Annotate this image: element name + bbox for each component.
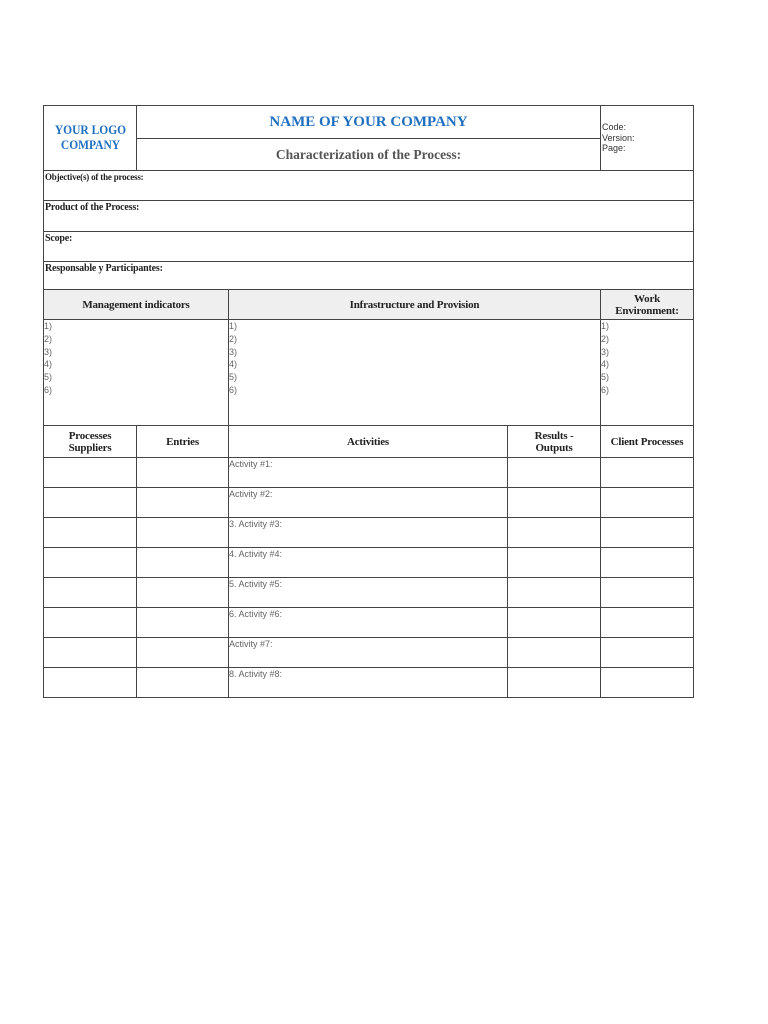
table-row: [44, 518, 694, 548]
activity-cell[interactable]: 8. Activity #8:: [229, 668, 508, 698]
activity-cell[interactable]: 5. Activity #5:: [229, 578, 508, 608]
product-label: Product of the Process:: [45, 202, 140, 213]
table-row: [44, 638, 694, 668]
result-cell[interactable]: [508, 518, 601, 548]
supplier-cell[interactable]: [44, 578, 137, 608]
activity-cell[interactable]: Activity #7:: [229, 638, 508, 668]
list-item: 4): [229, 359, 238, 370]
entry-cell[interactable]: [137, 638, 229, 668]
management-indicators-header: Management indicators: [44, 290, 229, 320]
entry-cell[interactable]: [137, 458, 229, 488]
results-column-header: [508, 426, 601, 458]
responsible-field[interactable]: [44, 262, 694, 290]
list-item: 2): [601, 333, 610, 344]
list-item: 4): [601, 359, 610, 370]
results-header-line-1: Results -: [534, 429, 574, 442]
supplier-cell[interactable]: [44, 458, 137, 488]
logo-placeholder: [47, 106, 133, 171]
activity-cell[interactable]: 6. Activity #6:: [229, 608, 508, 638]
supplier-cell[interactable]: [44, 548, 137, 578]
objective-field[interactable]: [44, 171, 694, 201]
activity-cell[interactable]: Activity #1:: [229, 458, 508, 488]
entry-cell[interactable]: [137, 668, 229, 698]
supplier-cell[interactable]: [44, 608, 137, 638]
work-environment-header: Work Environment:: [601, 290, 694, 320]
infrastructure-header: Infrastructure and Provision: [229, 290, 601, 320]
supplier-cell[interactable]: [44, 668, 137, 698]
management-indicators-list[interactable]: [44, 320, 229, 426]
client-cell[interactable]: [601, 488, 694, 518]
result-cell[interactable]: [508, 578, 601, 608]
result-cell[interactable]: [508, 638, 601, 668]
list-item: 3): [229, 346, 238, 357]
client-cell[interactable]: [601, 548, 694, 578]
supplier-cell[interactable]: [44, 488, 137, 518]
supplier-cell[interactable]: [44, 638, 137, 668]
suppliers-column-header: [44, 426, 137, 458]
table-row: [44, 458, 694, 488]
document-meta: [601, 106, 694, 171]
client-cell[interactable]: [601, 578, 694, 608]
entry-cell[interactable]: [137, 518, 229, 548]
list-item: 3): [601, 346, 610, 357]
product-field[interactable]: [44, 201, 694, 232]
table-row: [44, 488, 694, 518]
result-cell[interactable]: [508, 608, 601, 638]
result-cell[interactable]: [508, 548, 601, 578]
list-item: 2): [44, 333, 53, 344]
entry-cell[interactable]: [137, 548, 229, 578]
work-environment-list[interactable]: [601, 320, 694, 426]
scope-label: Scope:: [45, 233, 73, 244]
supplier-cell[interactable]: [44, 518, 137, 548]
process-subtitle: Characterization of the Process:: [137, 139, 601, 171]
result-cell[interactable]: [508, 488, 601, 518]
objective-label: Objective(s) of the process:: [45, 172, 144, 182]
list-item: 6): [44, 384, 53, 395]
results-header-line-2: Outputs: [535, 441, 573, 454]
list-item: 5): [601, 372, 610, 383]
activity-cell[interactable]: Activity #2:: [229, 488, 508, 518]
entry-cell[interactable]: [137, 578, 229, 608]
list-item: 3): [44, 346, 53, 357]
process-characterization-form: [43, 105, 694, 698]
entry-cell[interactable]: [137, 488, 229, 518]
list-item: 6): [229, 384, 238, 395]
table-row: [44, 668, 694, 698]
client-cell[interactable]: [601, 518, 694, 548]
client-processes-column-header: Client Processes: [601, 426, 694, 458]
client-cell[interactable]: [601, 638, 694, 668]
page-label: Page:: [602, 143, 626, 153]
responsible-label: Responsable y Participantes:: [45, 263, 163, 274]
table-row: [44, 578, 694, 608]
activity-cell[interactable]: 4. Activity #4:: [229, 548, 508, 578]
list-item: 1): [44, 321, 53, 331]
table-row: [44, 548, 694, 578]
company-name: NAME OF YOUR COMPANY: [137, 106, 601, 139]
client-cell[interactable]: [601, 458, 694, 488]
result-cell[interactable]: [508, 458, 601, 488]
suppliers-header-line-2: Suppliers: [68, 441, 112, 454]
list-item: 6): [601, 384, 610, 395]
logo-line-2: COMPANY: [60, 138, 120, 152]
list-item: 4): [44, 359, 53, 370]
list-item: 1): [229, 321, 238, 331]
entry-cell[interactable]: [137, 608, 229, 638]
activity-cell[interactable]: 3. Activity #3:: [229, 518, 508, 548]
client-cell[interactable]: [601, 608, 694, 638]
entries-column-header: Entries: [137, 426, 229, 458]
suppliers-header-line-1: Processes: [68, 429, 112, 442]
list-item: 1): [601, 321, 610, 331]
version-label: Version:: [602, 132, 635, 143]
table-row: [44, 608, 694, 638]
result-cell[interactable]: [508, 668, 601, 698]
code-label: Code:: [602, 122, 627, 132]
activities-column-header: Activities: [229, 426, 508, 458]
scope-field[interactable]: [44, 232, 694, 262]
infrastructure-list[interactable]: [229, 320, 601, 426]
list-item: 2): [229, 333, 238, 344]
list-item: 5): [44, 372, 53, 383]
client-cell[interactable]: [601, 668, 694, 698]
list-item: 5): [229, 372, 238, 383]
logo-line-1: YOUR LOGO: [54, 123, 126, 137]
